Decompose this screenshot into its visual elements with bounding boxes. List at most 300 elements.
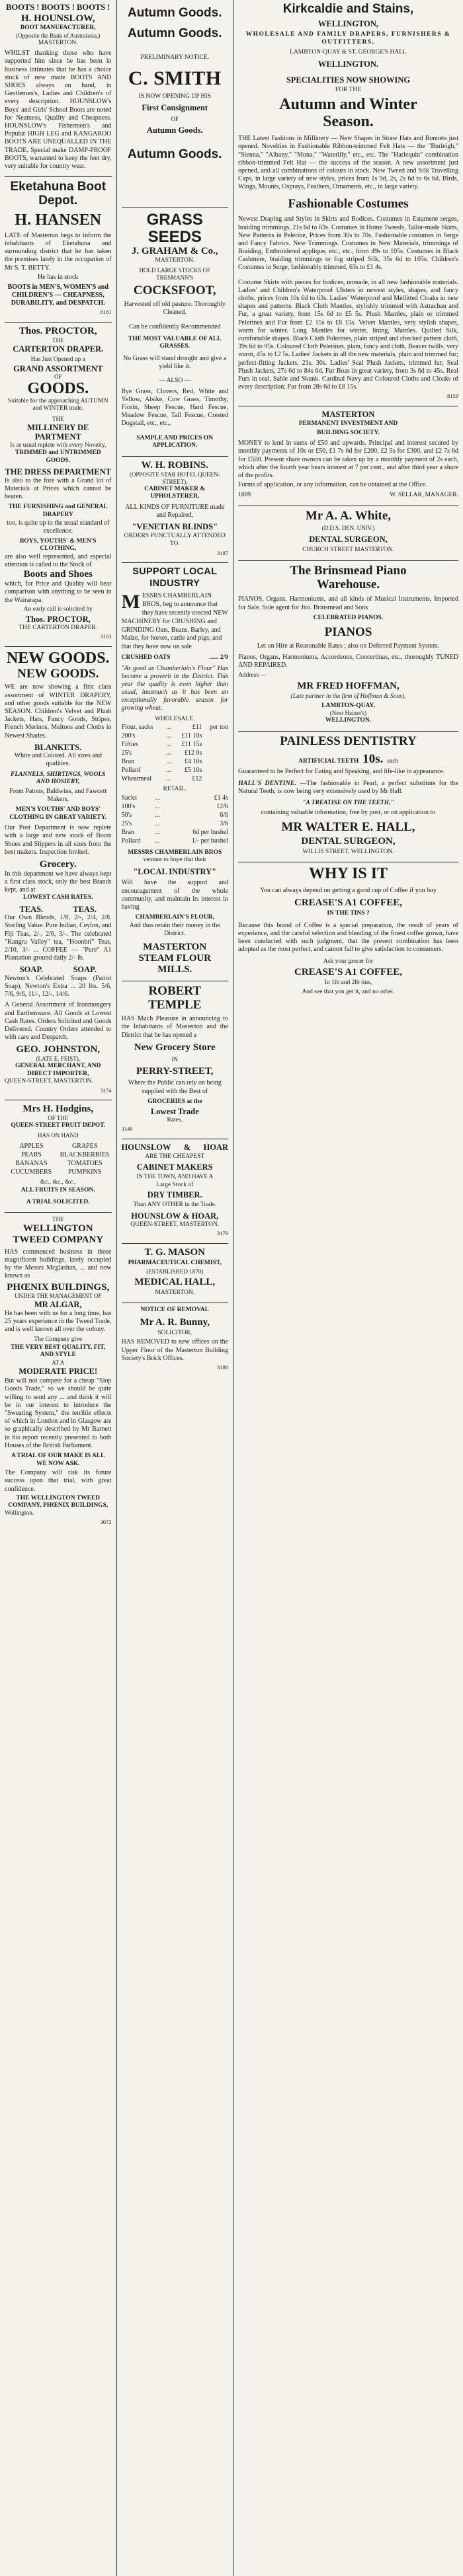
ad-name: Mr A. R. Bunny, <box>140 1317 210 1328</box>
ad-grass-seeds <box>122 211 229 453</box>
ad-line: Address — <box>238 671 267 679</box>
ad-line: FLANNELS, SHIRTINGS, WOOLS AND HOSIERY, <box>11 771 106 786</box>
divider <box>122 562 229 563</box>
table-row <box>122 837 229 845</box>
table-cell: Bran <box>121 828 134 836</box>
ad-line: (OPPOSITE STAR HOTEL QUEEN-STREET), <box>129 471 220 485</box>
ad-title: DENTAL SURGEON, <box>309 534 388 544</box>
table-cell: 12/6 <box>216 802 228 810</box>
table-cell: 50's <box>121 811 132 819</box>
ad-heading: NOTICE OF REMOVAL <box>140 1307 209 1314</box>
ad-body: But will not compete for a cheap "Slop Goods Trade," so we should be quite willing to send any ... and think it will be in our interest to introduce the "Sweating System," the terrible effects of which in London and in Glasgow are so graphically described by Mr Barnett in his report recently presented to both Houses of the British Parliament. <box>5 1377 112 1449</box>
table-cell: £12 <box>192 775 202 783</box>
ad-line: MEN'S YOUTHS' AND BOYS' CLOTHING IN GREAT VARIETY. <box>9 806 107 821</box>
ad-line: OF <box>171 115 179 122</box>
table-cell: ... <box>155 811 161 819</box>
column-3 <box>233 0 463 2576</box>
ad-line: BOYS, YOUTHS' & MEN'S CLOTHING, <box>19 537 97 552</box>
ad-body <box>238 780 458 796</box>
ad-place: MASTERTON. <box>155 1289 195 1296</box>
divider <box>5 176 112 177</box>
table-cell: 3/6 <box>220 819 228 827</box>
ad-line: ARTIFICIAL TEETH <box>298 757 359 765</box>
ad-line: TEAS. <box>73 904 97 914</box>
ad-line: PARTMENT <box>34 432 81 442</box>
table-cell: ... <box>155 828 161 836</box>
ad-line: "VENETIAN BLINDS" <box>132 522 218 532</box>
ad-body: are also well represented, and especial attention is called to the Stock of <box>5 553 112 569</box>
ad-line: venture to hope that their <box>143 856 206 864</box>
ad-subtitle: (Opposite the Bank of Australasia,) <box>16 32 101 39</box>
ad-heading: Kirkcaldie and Stains, <box>282 2 414 16</box>
ad-body: A General Assortment of Ironmongery and Earthenware. All Goods at Lowest Cash Rates. Orders Solicited and Goods Delivered. Country Orders attended to with care and Despatch. <box>5 1001 112 1042</box>
ad-reference: 3072 <box>100 1519 112 1526</box>
ad-robins <box>122 460 229 559</box>
table-cell: Bran <box>121 758 134 766</box>
ad-body: Where the Public can rely on being supplied with the Best of <box>128 1079 222 1095</box>
ad-heading: Eketahuna Boot <box>10 180 106 194</box>
ad-heading: MASTERTON <box>321 409 375 419</box>
ad-line: GENERAL MERCHANT, AND DIRECT IMPORTER, <box>15 1063 101 1077</box>
ad-line: PHŒNIX BUILDINGS, <box>7 1281 110 1293</box>
ad-line: Suitable for the approaching AUTUMN and WINTER trade. <box>8 397 108 412</box>
ad-line: Rates. <box>167 1116 183 1123</box>
ad-heading: Warehouse. <box>316 577 380 591</box>
ad-title: SOLICITOR, <box>157 1329 192 1336</box>
ad-subtitle: WHOLESALE AND FAMILY DRAPERS, FURNISHERS & OUTFITTERS, <box>245 31 451 46</box>
ad-line: THE MOST VALUABLE OF ALL GRASSES. <box>128 335 222 350</box>
ad-line: (ESTABLISHED 1870) <box>146 1268 204 1275</box>
ad-body: which, for Price and Quality will bear comparison with anything to be seen in the Wairarapa. <box>5 580 112 604</box>
table-row <box>122 802 229 811</box>
ad-reference: 3174 <box>100 1086 112 1094</box>
list-item: PUMPKINS <box>67 1168 102 1176</box>
ad-line: IS NOW OPENING UP HIS <box>138 93 211 100</box>
ad-painless-dentistry <box>238 735 458 858</box>
ad-line: WELLINGTON. <box>317 59 379 69</box>
ad-building-society <box>238 410 458 502</box>
ad-line: Grocery. <box>39 858 77 870</box>
ad-heading: PIANOS <box>324 625 372 640</box>
ad-heading: NEW GOODS. <box>6 649 110 667</box>
table-cell: 6d per bushel <box>192 828 228 836</box>
ad-line: THE <box>52 1216 64 1223</box>
table-cell <box>202 775 228 783</box>
ad-heading: WHY IS IT <box>308 865 388 883</box>
ad-line: CELEBRATED PIANOS. <box>313 614 384 621</box>
ad-body: No Grass will stand drought and give a yield like it. <box>123 354 227 370</box>
column-1 <box>0 0 116 2576</box>
ad-line: THE FURNISHING and GENERAL DRAPERY <box>8 504 108 518</box>
ad-body: Is also to the fore with a Grand lot of Materials at Prices which cannot be beaten. <box>5 476 112 501</box>
table-cell: Sacks <box>121 794 137 802</box>
table-row <box>122 766 229 775</box>
spacer <box>122 162 229 202</box>
ad-body-text: —The fashionable in Pearl, a perfect substitute for the Natural Teeth, is now being very extensively used by Mr Hall. <box>238 779 458 796</box>
ad-line: QUEEN-STREET, MASTERTON. <box>130 1221 220 1228</box>
ad-line: Lowest Trade <box>150 1107 199 1117</box>
divider <box>238 731 458 732</box>
ad-line <box>5 905 112 914</box>
ad-line: BOOTS in MEN'S, WOMEN'S and CHILDREN'S — CHEAPNESS, DURABILITY, and DESPATCH. <box>7 283 108 307</box>
ad-body: In this department we have always kept a first class stock, only the best Brands kept, and at <box>5 870 112 894</box>
table-cell: Pollard <box>121 837 141 845</box>
ad-line: MILLINERY DE <box>27 422 89 432</box>
ad-name: J. GRAHAM & Co., <box>131 245 218 256</box>
ad-body: Newest Draping and Styles in Skirts and Bodices. Costumes in Estamene serges, braiding trimmings, 21s 6d to 63s. Costumes in Home Tweeds, Tailor-made Skirts, New Patterns in Pelerine, Prices from 30s to 70s. Fashionable costumes in Serge and Fancy Fabrics. New Trimmings. Costumes in New Materials, trimmings of Braiding, Embroidered applique, etc., etc., from 49s to 105s. Costumes in Black Cashmere, braiding trimmings or fog striped Silk, 35s 6d to 105s. Children's Costumes in Serge, fashionably trimmed, 63s to £1 4s. <box>238 215 458 272</box>
ad-reference: 3149 <box>121 1125 133 1133</box>
ad-notice-of-removal <box>122 1307 229 1373</box>
ad-line: SOAP. <box>73 965 97 975</box>
table-cell: 200's <box>121 732 136 740</box>
ad-line: Than ANY OTHER in the Trade. <box>133 1201 217 1208</box>
ad-place: WELLINGTON, <box>317 19 379 28</box>
ad-name: Mr A. A. White, <box>305 508 392 523</box>
ad-heading: PAINLESS DENTISTRY <box>280 734 417 748</box>
ad-line: DRY TIMBER. <box>147 1190 202 1200</box>
ad-line: WHOLESALE. <box>155 715 195 722</box>
ad-body: The Company will risk its future success upon that trial, with great confidence. <box>5 1469 112 1493</box>
table-cell: 100's <box>121 802 136 810</box>
ad-line: &c., &c., &c., <box>40 1179 76 1186</box>
table-cell: £12 0s <box>185 749 202 757</box>
table-cell: ... <box>155 794 161 802</box>
ad-line: Large Stock of <box>156 1181 194 1188</box>
ad-heading: Fashionable Costumes <box>288 197 409 211</box>
ad-body: You can always depend on getting a good cup of Coffee if you buy <box>259 887 437 895</box>
table-cell: Fifties <box>121 741 139 749</box>
ad-heading: Depot. <box>38 194 78 208</box>
drop-cap: M <box>121 591 140 613</box>
ad-white-dental <box>238 510 458 557</box>
price-item: CRUSHED OATS <box>121 654 171 661</box>
ad-name: ROBERT TEMPLE <box>148 984 202 1012</box>
table-cell: Wheatmeal <box>121 775 152 783</box>
ad-body: Our Post Department is now replete with a large and new stock of Boots Shoes and Slippers in all sizes from the best makers. Inspection Invited. <box>5 824 112 856</box>
ad-line: HOLD LARGE STOCKS OF TRESMANN'S <box>139 267 211 282</box>
ad-signature: GEO. JOHNSTON, <box>16 1044 101 1055</box>
ad-line: SAMPLE AND PRICES ON APPLICATION. <box>136 434 214 449</box>
ad-body: HAS REMOVED to new offices on the Upper Floor of the Masterton Building Society's Brick Offices. <box>121 1338 228 1362</box>
table-cell: 25's <box>121 749 132 757</box>
ad-reference: 8159 <box>446 393 458 400</box>
ad-line: IN THE TINS ? <box>327 910 370 917</box>
ad-signature: W. SELLAR, MANAGER. <box>390 492 458 499</box>
ad-line: "A TREATISE ON THE TEETH," <box>302 800 394 807</box>
table-row <box>122 794 229 802</box>
ad-mason <box>122 1247 229 1300</box>
ad-place: MASTERTON. <box>155 256 195 264</box>
table-cell: £4 10s <box>185 758 202 766</box>
ad-line: Boots and Shoes <box>23 569 93 580</box>
ad-line: CREASE'S A1 COFFEE, <box>294 967 402 978</box>
table-cell: 1/- per bushel <box>192 837 228 845</box>
table-cell <box>202 757 228 766</box>
ad-body: Harvested off old pasture. Thoroughly Cleaned. <box>124 301 226 317</box>
ad-heading: GRASS SEEDS <box>146 211 203 246</box>
list-item: BANANAS <box>15 1160 48 1168</box>
table-row <box>122 723 229 732</box>
ad-line: Ask your grocer for <box>323 958 374 965</box>
ad-body: WE are now showing a first class assortment of WINTER DRAPERY, and other goods suitable for the NEW SEASON. Children's Velvet and Plush Jackets, Hats, Fancy Goods, Stripes, French Merinos, Meltons and Cloths in Newest Shades. <box>5 683 112 739</box>
ad-body: Guaranteed to be Perfect for Eating and Speaking, and life-like in appearance. <box>238 767 445 775</box>
ad-line: IN THE TOWN, AND HAVE A <box>136 1172 214 1180</box>
ad-hounslow-boots <box>5 3 112 173</box>
ad-line: A TRIAL SOLICITED. <box>26 1198 90 1205</box>
ad-brinsmead-piano <box>238 564 458 728</box>
ad-kirkcaldie-stains <box>238 3 458 402</box>
ad-line: TRIMMED and UNTRIMMED GOODS. <box>15 449 101 464</box>
ad-line: (LATE E. FEIST), <box>36 1055 80 1063</box>
ad-crease-coffee <box>238 866 458 999</box>
ad-line: STEAM FLOUR MILLS. <box>138 952 212 975</box>
ad-body: He has been with us for a long time, has 25 years experience in the Tweed Trade, and is well known all over the colony. <box>5 1309 112 1334</box>
ad-body <box>122 592 229 652</box>
ad-body: LATE of Masterton begs to inform the inhabitants of Eketahuna and surrounding district that he has taken the premises lately in the occupation of Mr S. T. BETTY. <box>5 231 112 272</box>
ad-line: AND STYLE <box>40 1351 76 1359</box>
list-item: TOMATOES <box>67 1160 103 1168</box>
table-row <box>122 775 229 783</box>
ad-line: TEAS. <box>19 904 44 914</box>
divider <box>238 560 458 561</box>
table-cell: £5 10s <box>185 767 202 775</box>
ad-reference: 8181 <box>100 309 112 316</box>
ad-heading: PERMANENT INVESTMENT AND <box>298 420 398 428</box>
ad-line: WE NOW ASK. <box>36 1460 80 1467</box>
ad-signature: MR FRED HOFFMAN, <box>297 681 400 692</box>
table-row <box>122 811 229 819</box>
ad-heading-part: HOAR <box>203 1142 228 1152</box>
ad-body: Can be confidently Recommended <box>128 323 221 331</box>
ad-line: An early call is solicited by <box>23 605 93 613</box>
ad-line: And see that you get it, and no other. <box>302 988 395 995</box>
divider <box>122 1243 229 1244</box>
ad-line: THE DRESS DEPARTMENT <box>5 467 111 477</box>
ad-line: THE <box>52 415 64 422</box>
table-row <box>122 740 229 749</box>
ad-line: COCKSFOOT, <box>133 284 216 298</box>
ad-name: Thos. PROCTOR, <box>19 325 97 336</box>
ad-body: Rye Grass, Clovers, Red, White and Yellow, Alsike, Cow Grass, Timothy, Fiorin, Sheep Fescue, Hard Fescue, Meadow Fescue, Tall Fescue, Crested Dogstail, etc., etc., <box>121 387 228 428</box>
ad-line: GRAND ASSORTMENT <box>13 363 103 373</box>
ad-name: H. HOUNSLOW, <box>21 13 95 24</box>
table-cell: per ton <box>209 724 228 732</box>
ad-name: W. H. ROBINS. <box>141 459 209 471</box>
ad-hounslow-hoar <box>122 1143 229 1240</box>
ad-line: MASTERTON <box>143 942 207 953</box>
ad-title: PHARMACEUTICAL CHEMIST, <box>128 1259 222 1266</box>
ad-line: PERRY-STREET, <box>136 1065 214 1077</box>
ad-heading: Autumn Goods. <box>128 6 222 20</box>
ad-body: Forms of application, or any information, can be obtained at the Office. <box>238 481 427 489</box>
ad-line: OF <box>54 373 62 380</box>
ad-line: UNDER THE MANAGEMENT OF <box>15 1293 102 1300</box>
ad-line: A TRIAL OF OUR MAKE IS ALL <box>11 1452 105 1459</box>
ad-name: H. HANSEN <box>15 211 102 229</box>
fruit-list <box>5 1142 112 1176</box>
ad-body: Pianos, Organs, Harmoniums, Accordeons, Concertinas, etc., thoroughly TUNED AND REPAIRED. <box>238 653 458 669</box>
table-cell: £11 15s <box>181 741 202 749</box>
ad-heading: WELLINGTON <box>22 1223 93 1234</box>
ad-line: MEDICAL HALL, <box>134 1277 216 1288</box>
ad-line: "LOCAL INDUSTRY" <box>133 866 217 876</box>
ad-line: FOR THE <box>335 86 362 93</box>
table-cell: ... <box>155 819 161 827</box>
ad-line: New Grocery Store <box>134 1042 216 1053</box>
ad-line: The Company give <box>34 1336 83 1344</box>
ad-body: ALL KINDS OF FURNITURE made and Repaired, <box>125 503 225 519</box>
table-cell: 6/6 <box>220 811 228 819</box>
ad-line: SPECIALITIES NOW SHOWING <box>286 75 411 85</box>
ad-line: — ALSO — <box>159 377 191 385</box>
ad-line: SOAP. <box>19 965 44 975</box>
ad-line: Is as usual replete with every Novelty, <box>10 441 106 449</box>
table-row <box>122 732 229 740</box>
ad-line: AT A <box>52 1359 65 1366</box>
table-cell <box>202 766 228 775</box>
ad-body: containing valuable information, free by post, or on application to <box>261 808 436 816</box>
ad-reference: 3187 <box>217 549 228 556</box>
table-row <box>122 757 229 766</box>
table-cell: ... <box>166 741 171 749</box>
ad-line: PRELIMINARY NOTICE. <box>140 54 210 61</box>
ad-body: WHILST thanking those who have supported him since he has been in business intimates that he has a choice stock of new made BOOTS AND SHOES always on hand, in Gentlemen's, Ladies and Children's of every description. HOUNSLOW's Boys' and Girls' School Boots are noted for Neatness, Quality and Cheapness. HOUNSLOW's Fishermen's and Popular HIGH LEG and KANGAROO BOOTS ARE UNEQUALLED IN THE TRADE. Special make DAMP-PROOF BOOTS, warranted to keep the feet dry, very suitable for country wear. <box>5 50 112 170</box>
ad-heading: Autumn Goods. <box>128 147 222 162</box>
ad-line: CHAMBERLAIN'S FLOUR, <box>135 914 214 921</box>
ad-autumn-goods <box>122 7 229 204</box>
ad-line: CABINET MAKERS <box>136 1162 213 1172</box>
ad-heading: Autumn and Winter <box>279 96 417 114</box>
divider <box>122 456 229 457</box>
ad-body: From Patons, Baldwins, and Fawcett Makers. <box>9 787 107 803</box>
ad-line: MESSRS CHAMBERLAIN BROS <box>128 849 222 856</box>
ad-title: DENTAL SURGEON, <box>301 835 396 847</box>
ad-line: HAS ON HAND <box>37 1132 79 1139</box>
ad-line: BLANKETS. <box>34 742 82 752</box>
ad-line: IN <box>171 1055 178 1063</box>
ad-line: RETAIL. <box>163 786 187 793</box>
ad-hansen <box>5 180 112 319</box>
table-cell <box>202 740 228 749</box>
ad-heading: SUPPORT LOCAL INDUSTRY <box>132 566 218 589</box>
table-cell: ... <box>166 775 171 783</box>
ad-line: GROCERIES at the <box>147 1098 202 1105</box>
ad-line: ARE THE CHEAPEST <box>145 1153 205 1160</box>
ad-reference: 3179 <box>217 1230 228 1237</box>
list-item: GRAPES <box>71 1143 98 1151</box>
ad-heading <box>122 1143 229 1152</box>
ad-body: Our Own Blends, 1/8, 2/-, 2/4, 2/8. Sterling Value. Pure Indian, Ceylon, and Fiji Teas, 2/-, 2/6, 3/-. The celebrated "Kangra Valley" tea, "Hoonbri" Teas, 2/10, 3/- ... COFFEE — "Pure" A1 Plantation ground daily 2/- lb. <box>5 914 112 962</box>
ad-body: HAS Much Pleasure in announcing to the Inhabitants of Masterton and the District that he has opened a <box>121 1015 228 1039</box>
ad-line: LAMBTON-QUAY & ST. GEORGE'S HALL <box>290 49 407 56</box>
ad-body: PIANOS, Organs, Harmoniums, and all kinds of Musical Instruments, Imported for Sale. Sole agent for Jno. Brinsmead and Sons <box>238 595 458 611</box>
ad-body: THE Latest Fashions in Millinery — New Shapes in Straw Hats and Bonnets just opened. Novelties in Fashionable Ribbon-trimmed Felt Hats — the "Burleigh," "Sienna," "Albany," "Mona," "Waterlily," etc., etc. The "Harlequin" combination ribbon-trimmed Felt Hat — the success of the season. A new assortment just opened, and all combinations of colours in stock. New Tweed and Silk Travelling Caps, in large variety of new styles, prices from 1s 9d, 2s, 2s 6d to 6s 6d. Birds, Wings, Mounts, Osprays, Feathers, Ornaments, etc., in large variety. <box>238 135 458 191</box>
list-item: BLACKBERRIES <box>60 1151 110 1159</box>
table-cell: ... <box>166 732 171 740</box>
ad-line <box>5 965 112 974</box>
ad-line: LOWEST CASH RATES. <box>22 894 93 901</box>
ad-line: CHURCH STREET MASTERTON. <box>302 547 394 554</box>
ad-heading: BUILDING SOCIETY. <box>317 429 380 436</box>
ad-inline-title: HALL'S DENTINE. <box>238 779 296 787</box>
ad-line: ORDERS PUNCTUALLY ATTENDED TO. <box>124 533 226 548</box>
ad-line: Has Just Opened up a <box>30 356 85 363</box>
ad-hodgins <box>5 1104 112 1209</box>
ad-line: (Late partner in the firm of Hoffman & Sons), <box>290 693 406 701</box>
divider <box>5 1212 112 1213</box>
table-cell: £1 4s <box>214 794 228 802</box>
table-cell: ... <box>166 724 171 732</box>
price-value: ...... 2/9 <box>209 654 228 661</box>
table-cell: ... <box>155 802 161 810</box>
ad-body: And thus retain their money in the District. <box>129 921 220 937</box>
table-cell: 25's <box>121 819 132 827</box>
ad-footer <box>238 492 458 500</box>
ad-heading: The Brinsmead Piano <box>290 563 407 578</box>
ad-heading: Season. <box>323 113 374 131</box>
ad-line: QUEEN-STREET FRUIT DEPOT. <box>11 1121 106 1129</box>
price-value: 10s. <box>362 751 384 766</box>
table-cell: ... <box>166 758 171 766</box>
ad-reference: 3188 <box>217 1363 228 1371</box>
ad-support-local-industry <box>122 566 229 977</box>
ad-body: Let on Hire at Reasonable Rates ; also on Deferred Payment System. <box>257 642 440 650</box>
ad-name: C. SMITH <box>128 67 222 90</box>
ad-heading: NEW GOODS. <box>17 666 99 681</box>
ad-line: He has in stock <box>38 273 79 281</box>
ad-signature: THE WELLINGTON TWEED COMPANY, PHŒNIX BUILDINGS, <box>8 1494 108 1509</box>
table-cell: £11 <box>192 724 202 732</box>
table-cell: ... <box>155 837 161 845</box>
ad-signature: Thos. PROCTOR, <box>25 615 91 625</box>
ad-line: QUEEN-STREET, MASTERTON. <box>5 1078 93 1085</box>
ad-new-goods <box>5 650 112 1096</box>
ad-line: Wellington. <box>5 1509 34 1517</box>
ad-line: OF THE <box>48 1114 69 1121</box>
ad-line: each <box>387 757 398 764</box>
ad-body: Because this brand of Coffee is a special preparation, the result of years of experience, and the careful selection and blending of the finest coffee grown, have been conducted with such judgment, that the present combination has been adopted as the most perfect, and cannot fail to give satisfaction to consumers. <box>238 921 458 954</box>
price-table-retail <box>122 794 229 845</box>
ad-body: too, is quite up to the usual standard of excellence. <box>7 519 110 535</box>
list-item: PEARS <box>21 1151 42 1159</box>
ad-heading: Autumn Goods. <box>128 26 222 40</box>
table-cell: Flour, sacks <box>121 724 153 732</box>
ad-wellington-tweed <box>5 1216 112 1529</box>
ad-body: Will have the support and encouragement of the whole community, and maintain its interest in having <box>121 879 228 911</box>
table-cell <box>202 732 228 740</box>
ad-signature: HOUNSLOW & HOAR, <box>131 1211 219 1221</box>
ad-reference: 3163 <box>100 633 112 640</box>
ad-line: CREASE'S A1 COFFEE, <box>294 897 402 909</box>
table-row <box>122 749 229 757</box>
ad-line: LAMBTON-QUAY, <box>321 702 375 709</box>
ad-line: First Consignment <box>142 103 208 113</box>
ad-body-text: ESSRS CHAMBERLAIN BROS, beg to announce that they have recently erected NEW MACHINERY for CRUSHING and GRINDING Oats, Beans, Barley, and Maize, for horses, cattle and pigs, and that they have now on sale <box>121 592 228 651</box>
ad-line: Autumn Goods. <box>146 125 203 135</box>
ad-line: THE <box>52 336 64 344</box>
table-cell <box>202 749 228 757</box>
divider <box>5 646 112 647</box>
ad-heading: TWEED COMPANY <box>13 1234 104 1245</box>
table-cell: ... <box>166 749 171 757</box>
ad-line: GOODS. <box>27 379 89 397</box>
price-line <box>122 654 229 662</box>
ad-heading-part: HOUNSLOW <box>121 1142 171 1152</box>
ad-heading-part: & <box>183 1142 191 1152</box>
ad-body: White and Colored. All sizes and qualities. <box>14 752 102 768</box>
ad-body: Costume Skirts with pieces for bodices, unmade, in all new fashionable materials. Ladies' and Children's Waterproof Ulsters in newest styles, shapes, and fancy cloths, prices from 10s 6d to 63s. Ladies' Waterproof and Mellitted Cloaks in new shapes and patterns. Black Cloth Mantles, stylishly trimmed with Astrachan and Fur, a great variety, from 15s 6d to £5 5s. Plush Mantles, plain or trimmed Pelerines and Fur from £2 15s to £8 15s. Velvet Mantles, very stylish shapes, warm for winter. Long Mantles for winter, lining, Mantles. Quilted Silk, comfortable shapes. Black Cloth Polerines, plain striped and checked pattern cloth, 39s 6d to 95s. Coloured Cloth Pelerines, plain, fancy and cloth, Beaver twills, very warm, 45s to £2 5s. Ladies' Jackets in all the new materials, plain and trimmed fur; perfect-fitting Jackets, 21s, 30s. Ladies' Seal Plush Jackets, trimmed fur; Seal Plush Jackets, 27s 6d to 84s 6d. Fur Boas in great variety, from 3s 6d to 45s. Real Furs in seal, Sable and Skunk. Cardinal Navy and Coloured Cloths and Cloaks of every description; Fur from 28s 6d to £8 15s. <box>238 278 458 391</box>
ad-line: WELLINGTON. <box>325 717 372 724</box>
